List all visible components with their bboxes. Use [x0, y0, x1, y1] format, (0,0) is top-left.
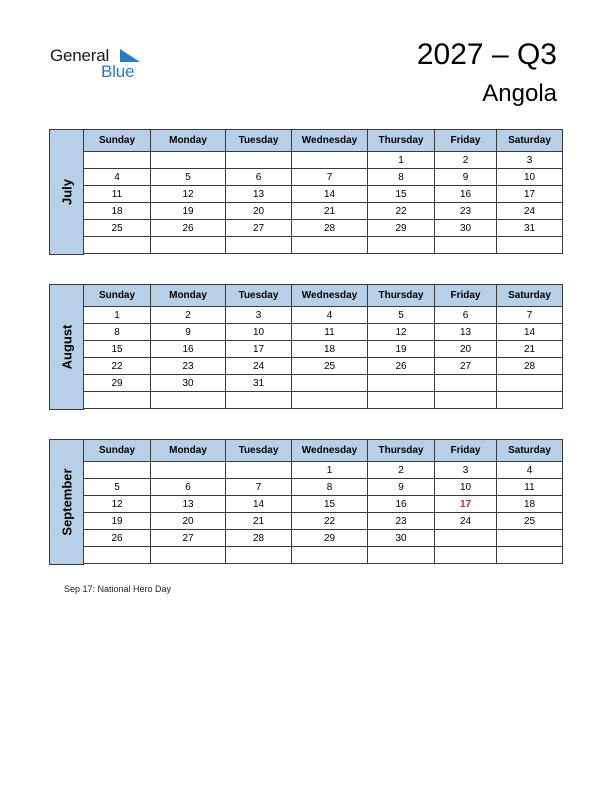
empty-day-cell	[497, 547, 563, 564]
day-cell: 7	[226, 479, 292, 496]
empty-day-cell	[226, 392, 292, 409]
day-cell: 23	[368, 513, 435, 530]
day-cell: 6	[435, 307, 497, 324]
day-cell: 2	[435, 152, 497, 169]
calendar-table	[83, 439, 563, 564]
day-cell: 9	[368, 479, 435, 496]
empty-day-cell	[435, 237, 497, 254]
day-cell: 13	[226, 186, 292, 203]
day-cell: 16	[435, 186, 497, 203]
day-cell: 2	[368, 462, 435, 479]
week-row	[84, 169, 563, 186]
day-cell: 26	[84, 530, 151, 547]
day-cell: 10	[226, 324, 292, 341]
weekday-header-row	[84, 440, 563, 462]
week-row	[84, 375, 563, 392]
month-name: August	[59, 324, 75, 370]
empty-day-cell	[226, 547, 292, 564]
weekday-header: Wednesday	[292, 440, 368, 462]
day-cell: 5	[84, 479, 151, 496]
day-cell: 2	[151, 307, 226, 324]
week-row	[84, 513, 563, 530]
day-cell: 4	[292, 307, 368, 324]
day-cell: 30	[368, 530, 435, 547]
day-cell: 6	[226, 169, 292, 186]
weekday-header: Tuesday	[226, 285, 292, 307]
day-cell: 12	[368, 324, 435, 341]
week-row	[84, 203, 563, 220]
day-cell: 3	[226, 307, 292, 324]
day-cell: 24	[435, 513, 497, 530]
calendar-table	[83, 284, 563, 409]
empty-day-cell	[368, 237, 435, 254]
empty-day-cell	[84, 237, 151, 254]
day-cell: 21	[497, 341, 563, 358]
empty-day-cell	[226, 152, 292, 169]
day-cell: 27	[435, 358, 497, 375]
empty-day-cell	[84, 462, 151, 479]
day-cell: 29	[368, 220, 435, 237]
empty-day-cell	[84, 152, 151, 169]
day-cell: 25	[497, 513, 563, 530]
day-cell: 5	[368, 307, 435, 324]
week-row	[84, 496, 563, 513]
day-cell: 23	[151, 358, 226, 375]
empty-day-cell	[292, 547, 368, 564]
day-cell: 7	[292, 169, 368, 186]
day-cell: 25	[84, 220, 151, 237]
empty-day-cell	[151, 392, 226, 409]
empty-day-cell	[292, 375, 368, 392]
empty-day-cell	[226, 237, 292, 254]
day-cell: 11	[497, 479, 563, 496]
day-cell: 9	[151, 324, 226, 341]
day-cell: 15	[368, 186, 435, 203]
day-cell: 20	[151, 513, 226, 530]
day-cell: 4	[84, 169, 151, 186]
day-cell: 8	[292, 479, 368, 496]
day-cell: 5	[151, 169, 226, 186]
weekday-header: Sunday	[84, 130, 151, 152]
day-cell: 24	[497, 203, 563, 220]
empty-day-cell	[435, 547, 497, 564]
week-row	[84, 479, 563, 496]
logo-triangle-icon	[120, 49, 140, 62]
day-cell: 10	[497, 169, 563, 186]
day-cell: 15	[292, 496, 368, 513]
week-row	[84, 237, 563, 254]
week-row	[84, 152, 563, 169]
empty-day-cell	[151, 237, 226, 254]
empty-day-cell	[151, 547, 226, 564]
day-cell: 17	[497, 186, 563, 203]
day-cell: 3	[497, 152, 563, 169]
empty-day-cell	[226, 462, 292, 479]
weekday-header-row	[84, 285, 563, 307]
weekday-header: Thursday	[368, 440, 435, 462]
day-cell: 19	[151, 203, 226, 220]
day-cell: 22	[292, 513, 368, 530]
week-row	[84, 547, 563, 564]
day-cell: 10	[435, 479, 497, 496]
day-cell: 13	[151, 496, 226, 513]
day-cell: 20	[226, 203, 292, 220]
day-cell: 22	[368, 203, 435, 220]
day-cell: 8	[368, 169, 435, 186]
weekday-header: Monday	[151, 130, 226, 152]
day-cell: 23	[435, 203, 497, 220]
day-cell: 7	[497, 307, 563, 324]
weekday-header: Thursday	[368, 285, 435, 307]
weekday-header: Saturday	[497, 285, 563, 307]
day-cell: 22	[84, 358, 151, 375]
month-side-label	[49, 284, 84, 410]
weekday-header: Sunday	[84, 285, 151, 307]
day-cell: 29	[292, 530, 368, 547]
weekday-header: Tuesday	[226, 440, 292, 462]
day-cell: 31	[497, 220, 563, 237]
week-row	[84, 324, 563, 341]
weekday-header: Tuesday	[226, 130, 292, 152]
weekday-header: Saturday	[497, 130, 563, 152]
empty-day-cell	[497, 530, 563, 547]
day-cell: 29	[84, 375, 151, 392]
week-row	[84, 392, 563, 409]
day-cell: 21	[226, 513, 292, 530]
day-cell: 16	[151, 341, 226, 358]
empty-day-cell	[435, 392, 497, 409]
day-cell: 11	[84, 186, 151, 203]
weekday-header: Wednesday	[292, 130, 368, 152]
day-cell: 14	[292, 186, 368, 203]
weekday-header-row	[84, 130, 563, 152]
empty-day-cell	[497, 375, 563, 392]
month-block-august	[49, 284, 564, 410]
day-cell: 26	[368, 358, 435, 375]
day-cell: 1	[292, 462, 368, 479]
week-row	[84, 307, 563, 324]
empty-day-cell	[497, 392, 563, 409]
week-row	[84, 186, 563, 203]
country-name: Angola	[482, 80, 557, 107]
weekday-header: Monday	[151, 440, 226, 462]
weekday-header: Friday	[435, 285, 497, 307]
day-cell: 14	[497, 324, 563, 341]
day-cell: 28	[497, 358, 563, 375]
empty-day-cell	[435, 530, 497, 547]
day-cell: 27	[226, 220, 292, 237]
week-row	[84, 220, 563, 237]
day-cell: 12	[84, 496, 151, 513]
day-cell: 27	[151, 530, 226, 547]
day-cell: 18	[84, 203, 151, 220]
weekday-header: Monday	[151, 285, 226, 307]
week-row	[84, 462, 563, 479]
day-cell: 6	[151, 479, 226, 496]
day-cell: 8	[84, 324, 151, 341]
day-cell: 11	[292, 324, 368, 341]
day-cell: 30	[435, 220, 497, 237]
day-cell: 12	[151, 186, 226, 203]
week-row	[84, 358, 563, 375]
empty-day-cell	[497, 237, 563, 254]
day-cell: 25	[292, 358, 368, 375]
day-cell: 28	[226, 530, 292, 547]
day-cell: 28	[292, 220, 368, 237]
empty-day-cell	[151, 462, 226, 479]
day-cell: 26	[151, 220, 226, 237]
day-cell: 4	[497, 462, 563, 479]
day-cell: 9	[435, 169, 497, 186]
month-side-label	[49, 439, 84, 565]
month-name: September	[59, 468, 75, 536]
month-block-september	[49, 439, 564, 565]
week-row	[84, 530, 563, 547]
day-cell: 20	[435, 341, 497, 358]
day-cell: 18	[497, 496, 563, 513]
weekday-header: Thursday	[368, 130, 435, 152]
day-cell: 17	[435, 496, 497, 513]
empty-day-cell	[84, 392, 151, 409]
empty-day-cell	[292, 237, 368, 254]
logo	[50, 44, 150, 84]
calendar-table	[83, 129, 563, 254]
day-cell: 17	[226, 341, 292, 358]
day-cell: 1	[368, 152, 435, 169]
day-cell: 15	[84, 341, 151, 358]
day-cell: 18	[292, 341, 368, 358]
empty-day-cell	[84, 547, 151, 564]
month-name: July	[59, 178, 75, 206]
empty-day-cell	[435, 375, 497, 392]
day-cell: 13	[435, 324, 497, 341]
day-cell: 21	[292, 203, 368, 220]
page-title: 2027 – Q3	[416, 38, 557, 71]
weekday-header: Saturday	[497, 440, 563, 462]
day-cell: 31	[226, 375, 292, 392]
day-cell: 19	[368, 341, 435, 358]
weekday-header: Sunday	[84, 440, 151, 462]
empty-day-cell	[368, 392, 435, 409]
empty-day-cell	[151, 152, 226, 169]
day-cell: 24	[226, 358, 292, 375]
holiday-note: Sep 17: National Hero Day	[64, 584, 172, 594]
empty-day-cell	[292, 392, 368, 409]
day-cell: 19	[84, 513, 151, 530]
day-cell: 16	[368, 496, 435, 513]
empty-day-cell	[292, 152, 368, 169]
empty-day-cell	[368, 375, 435, 392]
day-cell: 30	[151, 375, 226, 392]
month-side-label	[49, 129, 84, 255]
weekday-header: Friday	[435, 440, 497, 462]
logo-text-blue: Blue	[101, 62, 135, 81]
empty-day-cell	[368, 547, 435, 564]
day-cell: 1	[84, 307, 151, 324]
day-cell: 3	[435, 462, 497, 479]
weekday-header: Friday	[435, 130, 497, 152]
weekday-header: Wednesday	[292, 285, 368, 307]
logo-text-general: General	[50, 46, 110, 65]
week-row	[84, 341, 563, 358]
day-cell: 14	[226, 496, 292, 513]
month-block-july	[49, 129, 564, 255]
